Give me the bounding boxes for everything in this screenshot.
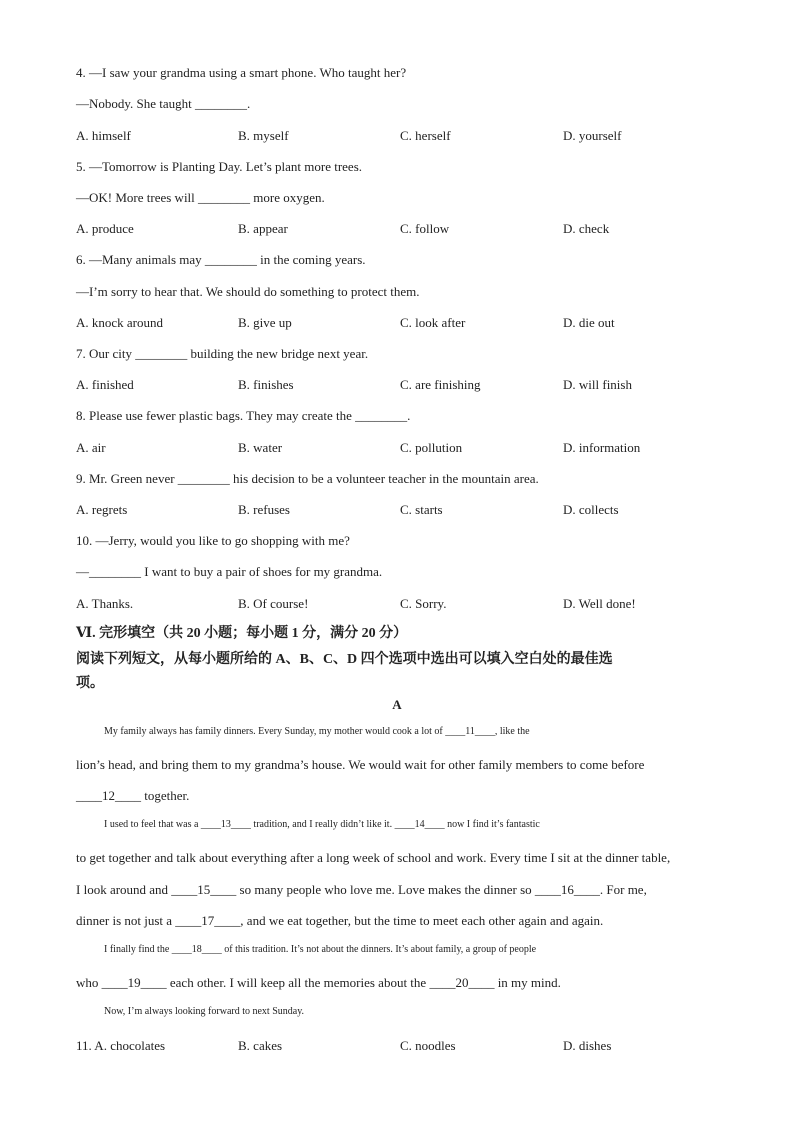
option-c: C. herself (400, 128, 451, 143)
option-d: D. yourself (563, 128, 622, 143)
question-6-options (76, 315, 736, 331)
section-instruction-line-2: 项。 (76, 676, 104, 691)
question-5-stem: 5. —Tomorrow is Planting Day. Let’s plant more trees. (76, 159, 362, 174)
option-c: C. are finishing (400, 377, 481, 392)
option-d: D. check (563, 221, 610, 236)
option-a: 11. A. chocolates (76, 1038, 166, 1053)
question-5-reply: —OK! More trees will ________ more oxygen. (76, 190, 325, 205)
question-5-options (76, 221, 736, 237)
option-a: A. air (76, 440, 106, 455)
question-4-reply: —Nobody. She taught ________. (76, 96, 251, 111)
option-a: A. regrets (76, 502, 128, 517)
section-heading: Ⅵ. 完形填空（共 20 小题；每小题 1 分，满分 20 分） (76, 626, 408, 641)
option-b: B. finishes (238, 377, 294, 392)
passage-line: I finally find the ____18____ of this tradition. It’s not about the dinners. It’s about family, a group of people (104, 944, 537, 955)
option-b: B. cakes (238, 1038, 283, 1053)
option-c: C. starts (400, 502, 443, 517)
option-a: A. produce (76, 221, 134, 236)
option-a: A. finished (76, 377, 134, 392)
question-9-options (76, 502, 736, 518)
option-b: B. myself (238, 128, 289, 143)
option-b: B. refuses (238, 502, 290, 517)
question-10-reply: —________ I want to buy a pair of shoes for my grandma. (76, 564, 383, 579)
passage-line: who ____19____ each other. I will keep all the memories about the ____20____ in my mind. (76, 975, 561, 990)
question-10-options (76, 596, 736, 612)
passage-line: I used to feel that was a ____13____ tradition, and I really didn’t like it. ____14____ now I find it’s fantastic (104, 819, 540, 830)
option-a: A. knock around (76, 315, 164, 330)
option-b: B. appear (238, 221, 288, 236)
option-c: C. pollution (400, 440, 463, 455)
question-4-options (76, 128, 736, 144)
option-c: C. look after (400, 315, 466, 330)
passage-line: I look around and ____15____ so many people who love me. Love makes the dinner so ____16____. For me, (76, 882, 647, 897)
option-a: A. himself (76, 128, 131, 143)
question-6-stem: 6. —Many animals may ________ in the coming years. (76, 252, 366, 267)
question-11-options (76, 1038, 736, 1054)
question-7-stem: 7. Our city ________ building the new bridge next year. (76, 346, 369, 361)
passage-line: My family always has family dinners. Every Sunday, my mother would cook a lot of ____11____, like the (104, 726, 530, 737)
option-b: B. water (238, 440, 283, 455)
option-d: D. information (563, 440, 641, 455)
passage-line: lion’s head, and bring them to my grandma’s house. We would wait for other family members to come before (76, 757, 645, 772)
section-instruction-line-1: 阅读下列短文，从每小题所给的 A、B、C、D 四个选项中选出可以填入空白处的最佳选 (76, 652, 613, 667)
option-d: D. die out (563, 315, 615, 330)
option-d: D. dishes (563, 1038, 612, 1053)
passage-line: to get together and talk about everything after a long week of school and work. Every time I sit at the dinner table, (76, 850, 671, 865)
question-8-stem: 8. Please use fewer plastic bags. They may create the ________. (76, 408, 411, 423)
passage-line: ____12____ together. (76, 788, 190, 803)
question-4-stem: 4. —I saw your grandma using a smart phone. Who taught her? (76, 65, 407, 80)
passage-label: A (392, 697, 402, 712)
question-6-reply: —I’m sorry to hear that. We should do something to protect them. (76, 284, 420, 299)
option-d: D. collects (563, 502, 619, 517)
question-8-options (76, 440, 736, 456)
passage-line: dinner is not just a ____17____, and we eat together, but the time to meet each other again and again. (76, 913, 604, 928)
option-d: D. will finish (563, 377, 632, 392)
option-c: C. follow (400, 221, 450, 236)
option-b: B. give up (238, 315, 292, 330)
option-d: D. Well done! (563, 596, 636, 611)
question-7-options (76, 377, 736, 393)
option-c: C. Sorry. (400, 596, 447, 611)
question-9-stem: 9. Mr. Green never ________ his decision to be a volunteer teacher in the mountain area. (76, 471, 539, 486)
passage-line: Now, I’m always looking forward to next Sunday. (104, 1006, 305, 1017)
question-10-stem: 10. —Jerry, would you like to go shopping with me? (76, 533, 350, 548)
option-a: A. Thanks. (76, 596, 134, 611)
option-c: C. noodles (400, 1038, 456, 1053)
option-b: B. Of course! (238, 596, 309, 611)
